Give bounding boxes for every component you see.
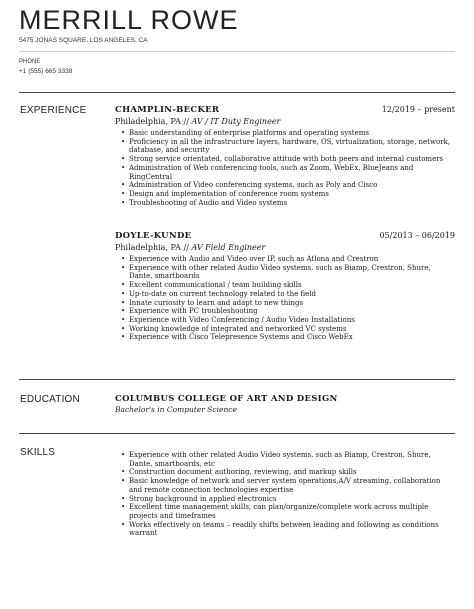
job-location: Philadelphia, PA (115, 117, 181, 126)
bullet-item: • Working knowledge of integrated and networked VC systems (129, 325, 455, 334)
job-entry-2 (115, 230, 455, 342)
bullet-item: • Administration of Video conferencing systems, such as Poly and Cisco (129, 181, 455, 190)
section-divider (19, 379, 455, 380)
skill-item: • Strong background in applied electronics (129, 495, 455, 504)
bullet-item: • Proficiency in all the infrastructure layers, hardware, OS, virtualization, storage, network, database, and security (129, 138, 455, 155)
bullet-item: • Troubleshooting of Audio and Video systems (129, 199, 455, 208)
bullet-item: • Basic understanding of enterprise platforms and operating systems (129, 129, 455, 138)
job-bullets (115, 129, 455, 207)
bullet-item: • Strong service orientated, collaborative attitude with both peers and internal customers (129, 155, 455, 164)
phone-number: +1 (555) 665 3338 (19, 68, 73, 75)
job-entry-1 (115, 104, 455, 207)
skills-list (115, 449, 455, 538)
separator: // (180, 243, 192, 252)
job-dates: 05/2013 – 06/2019 (379, 231, 455, 240)
company-name: CHAMPLIN-BECKER (115, 105, 220, 115)
bullet-item: • Experience with other related Audio Video systems, such as Biamp, Crestron, Shure, Dante, smartboards (129, 264, 455, 281)
section-divider (19, 433, 455, 434)
bullet-item: • Up-to-date on current technology related to the field (129, 290, 455, 299)
address: 5475 JONAS SQUARE, LOS ANGELES, CA (19, 37, 148, 44)
bullet-item: • Experience with Audio and Video over IP, such as Atlona and Crestron (129, 255, 455, 264)
section-divider (19, 92, 455, 93)
skill-item: • Excellent time management skills, can plan/organize/complete work across multiple projects and timeframes (129, 503, 455, 520)
phone-label: PHONE (19, 59, 41, 65)
job-dates: 12/2019 – present (381, 105, 455, 114)
experience-heading: EXPERIENCE (20, 105, 87, 116)
bullet-item: • Excellent communicational / team building skills (129, 281, 455, 290)
job-location: Philadelphia, PA (115, 243, 181, 252)
bullet-item: • Design and implementation of conference room systems (129, 190, 455, 199)
job-location-role (115, 116, 455, 127)
skill-item: • Basic knowledge of network and server system operations,A/V streaming, collaboration and remote connection technologies expertise (129, 477, 455, 494)
separator: // (180, 117, 192, 126)
skill-item: • Works effectively on teams – readily shifts between leading and following as conditions warrant (129, 521, 455, 538)
job-bullets (115, 255, 455, 342)
bullet-item: • Experience with Cisco Telepresence Systems and Cisco WebEx (129, 333, 455, 342)
candidate-name: MERRILL ROWE (19, 5, 239, 35)
education-heading: EDUCATION (20, 394, 80, 405)
job-role: AV / IT Duty Engineer (191, 117, 281, 126)
header-divider (19, 51, 455, 52)
bullet-item: • Administration of Web conferencing tools, such as Zoom, WebEx, BlueJeans and RingCentral (129, 164, 455, 181)
skills-heading: SKILLS (20, 447, 56, 458)
skill-item: • Experience with other related Audio Video systems, such as Biamp, Crestron, Shure, Dante, smartboards, etc (129, 451, 455, 468)
bullet-item: • Experience with Video Conferencing / Audio Video Installations (129, 316, 455, 325)
school-name: COLUMBUS COLLEGE OF ART AND DESIGN (115, 394, 338, 404)
degree: Bachelor's in Computer Science (115, 405, 237, 414)
job-location-role (115, 242, 455, 253)
job-role: AV Field Engineer (191, 243, 266, 252)
bullet-item: • Innate curiosity to learn and adapt to new things (129, 299, 455, 308)
skills-bullets (115, 451, 455, 538)
company-name: DOYLE-KUNDE (115, 231, 192, 241)
skill-item: • Construction document authoring, reviewing, and markup skills (129, 468, 455, 477)
bullet-item: • Experience with PC troubleshooting (129, 307, 455, 316)
education-entry (115, 393, 455, 415)
